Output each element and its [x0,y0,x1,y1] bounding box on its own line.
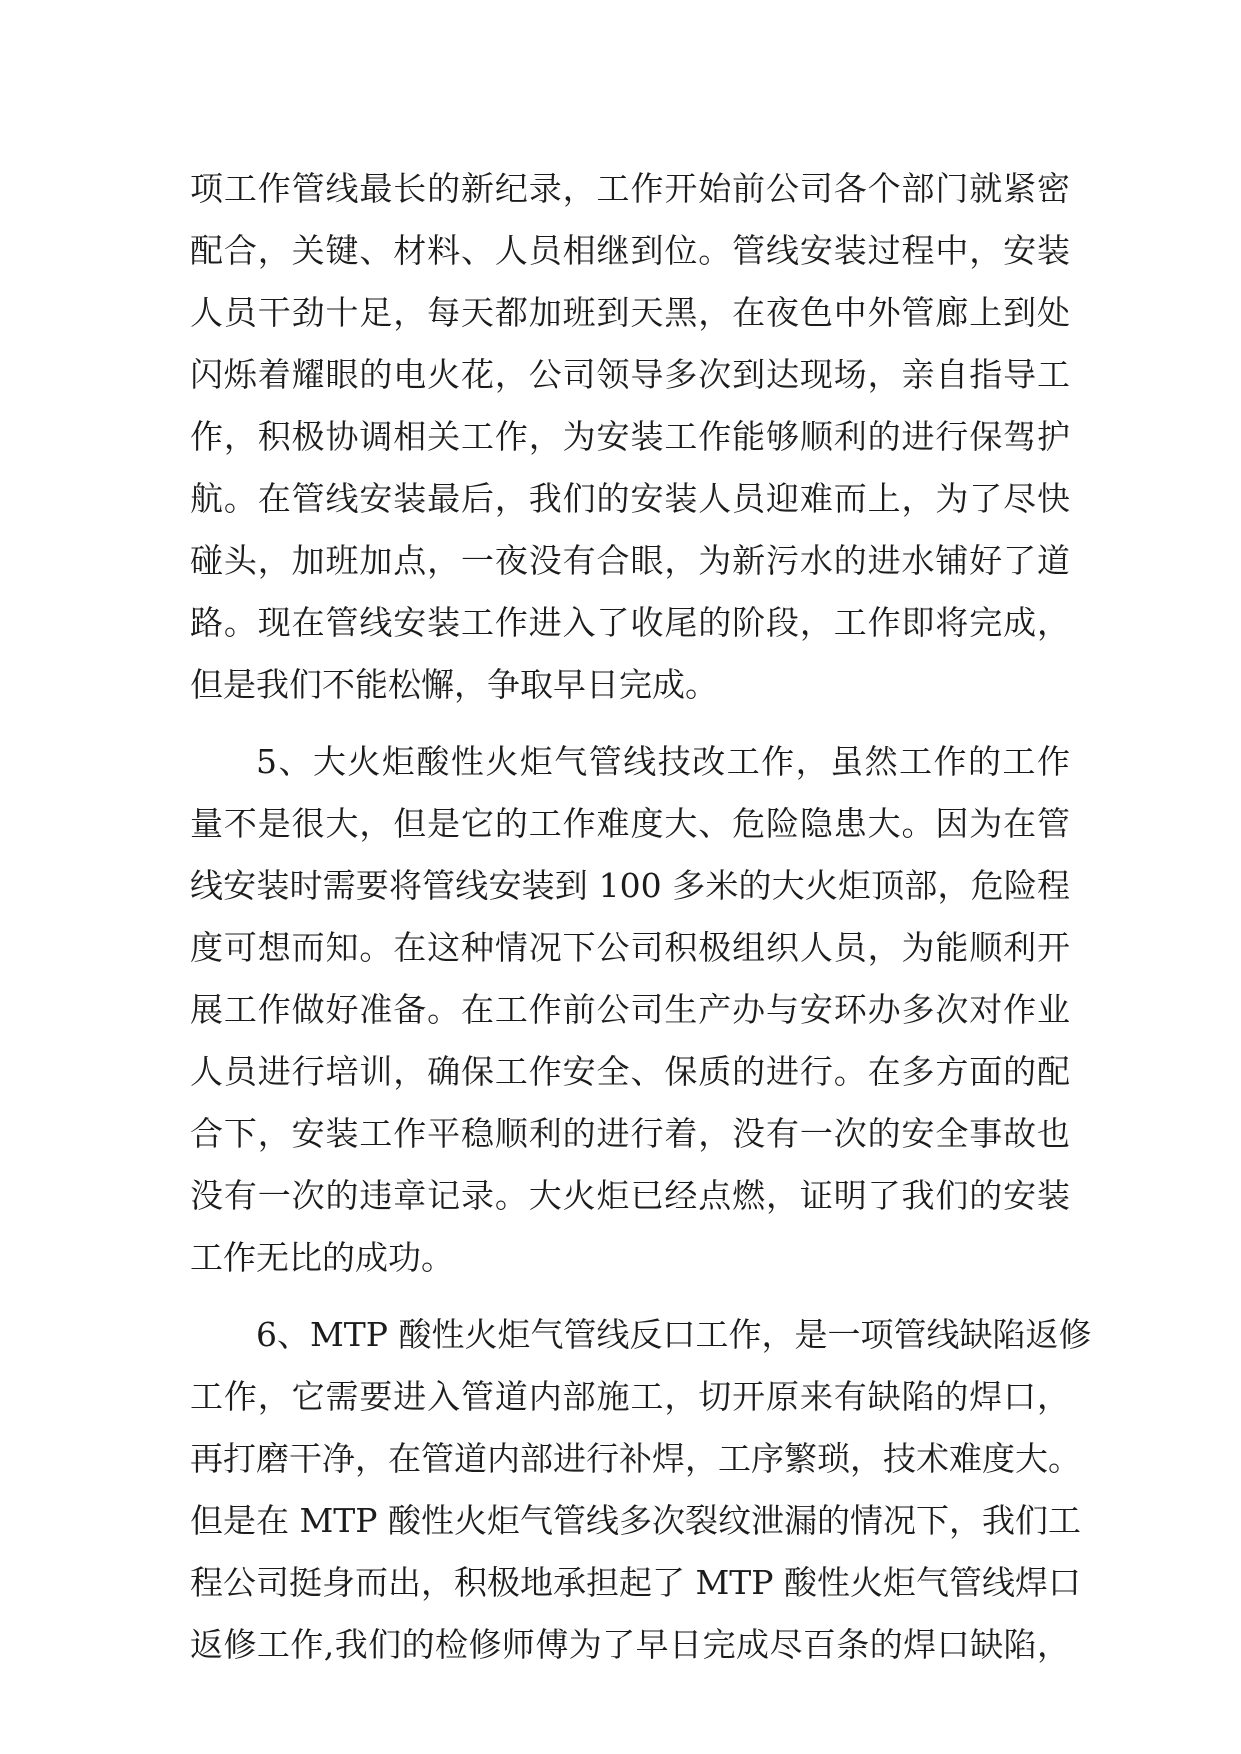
paragraph-spacer [190,1289,1070,1304]
text-line: 碰头，加班加点，一夜没有合眼，为新污水的进水铺好了道 [190,541,1070,580]
paragraph-spacer [190,716,1070,731]
text-line: 程公司挺身而出，积极地承担起了 MTP 酸性火炬气管线焊口 [190,1563,1081,1602]
text-line: 合下，安装工作平稳顺利的进行着，没有一次的安全事故也 [190,1114,1070,1153]
text-line: 度可想而知。在这种情况下公司积极组织人员，为能顺利开 [190,928,1070,967]
text-line: 量不是很大，但是它的工作难度大、危险隐患大。因为在管 [190,804,1070,843]
text-line: 配合，关键、材料、人员相继到位。管线安装过程中，安装 [190,231,1070,270]
text-line: 返修工作,我们的检修师傅为了早日完成尽百条的焊口缺陷， [190,1625,1070,1664]
text-line: 5、大火炬酸性火炬气管线技改工作，虽然工作的工作 [256,742,1070,781]
text-line: 线安装时需要将管线安装到 100 多米的大火炬顶部，危险程 [190,866,1070,905]
text-line: 但是在 MTP 酸性火炬气管线多次裂纹泄漏的情况下，我们工 [190,1501,1081,1540]
text-line: 6、MTP 酸性火炬气管线反口工作，是一项管线缺陷返修 [256,1315,1092,1354]
text-line: 路。现在管线安装工作进入了收尾的阶段，工作即将完成， [190,603,1070,642]
text-line: 作，积极协调相关工作，为安装工作能够顺利的进行保驾护 [190,417,1070,456]
text-line: 航。在管线安装最后，我们的安装人员迎难而上，为了尽快 [190,479,1070,518]
text-line: 人员进行培训，确保工作安全、保质的进行。在多方面的配 [190,1052,1070,1091]
text-line: 工作，它需要进入管道内部施工，切开原来有缺陷的焊口， [190,1377,1070,1416]
text-line: 项工作管线最长的新纪录，工作开始前公司各个部门就紧密 [190,169,1070,208]
paragraph [190,731,1070,1289]
paragraph [190,158,1070,716]
text-line: 但是我们不能松懈，争取早日完成。 [190,665,718,704]
text-line: 展工作做好准备。在工作前公司生产办与安环办多次对作业 [190,990,1070,1029]
text-line: 人员干劲十足，每天都加班到天黑，在夜色中外管廊上到处 [190,293,1070,332]
text-line: 没有一次的违章记录。大火炬已经点燃，证明了我们的安装 [190,1176,1070,1215]
text-line: 闪烁着耀眼的电火花，公司领导多次到达现场，亲自指导工 [190,355,1070,394]
text-line: 工作无比的成功。 [190,1238,454,1277]
text-line: 再打磨干净，在管道内部进行补焊，工序繁琐，技术难度大。 [190,1439,1081,1478]
body-text [190,158,1092,1676]
paragraph [190,1304,1092,1676]
